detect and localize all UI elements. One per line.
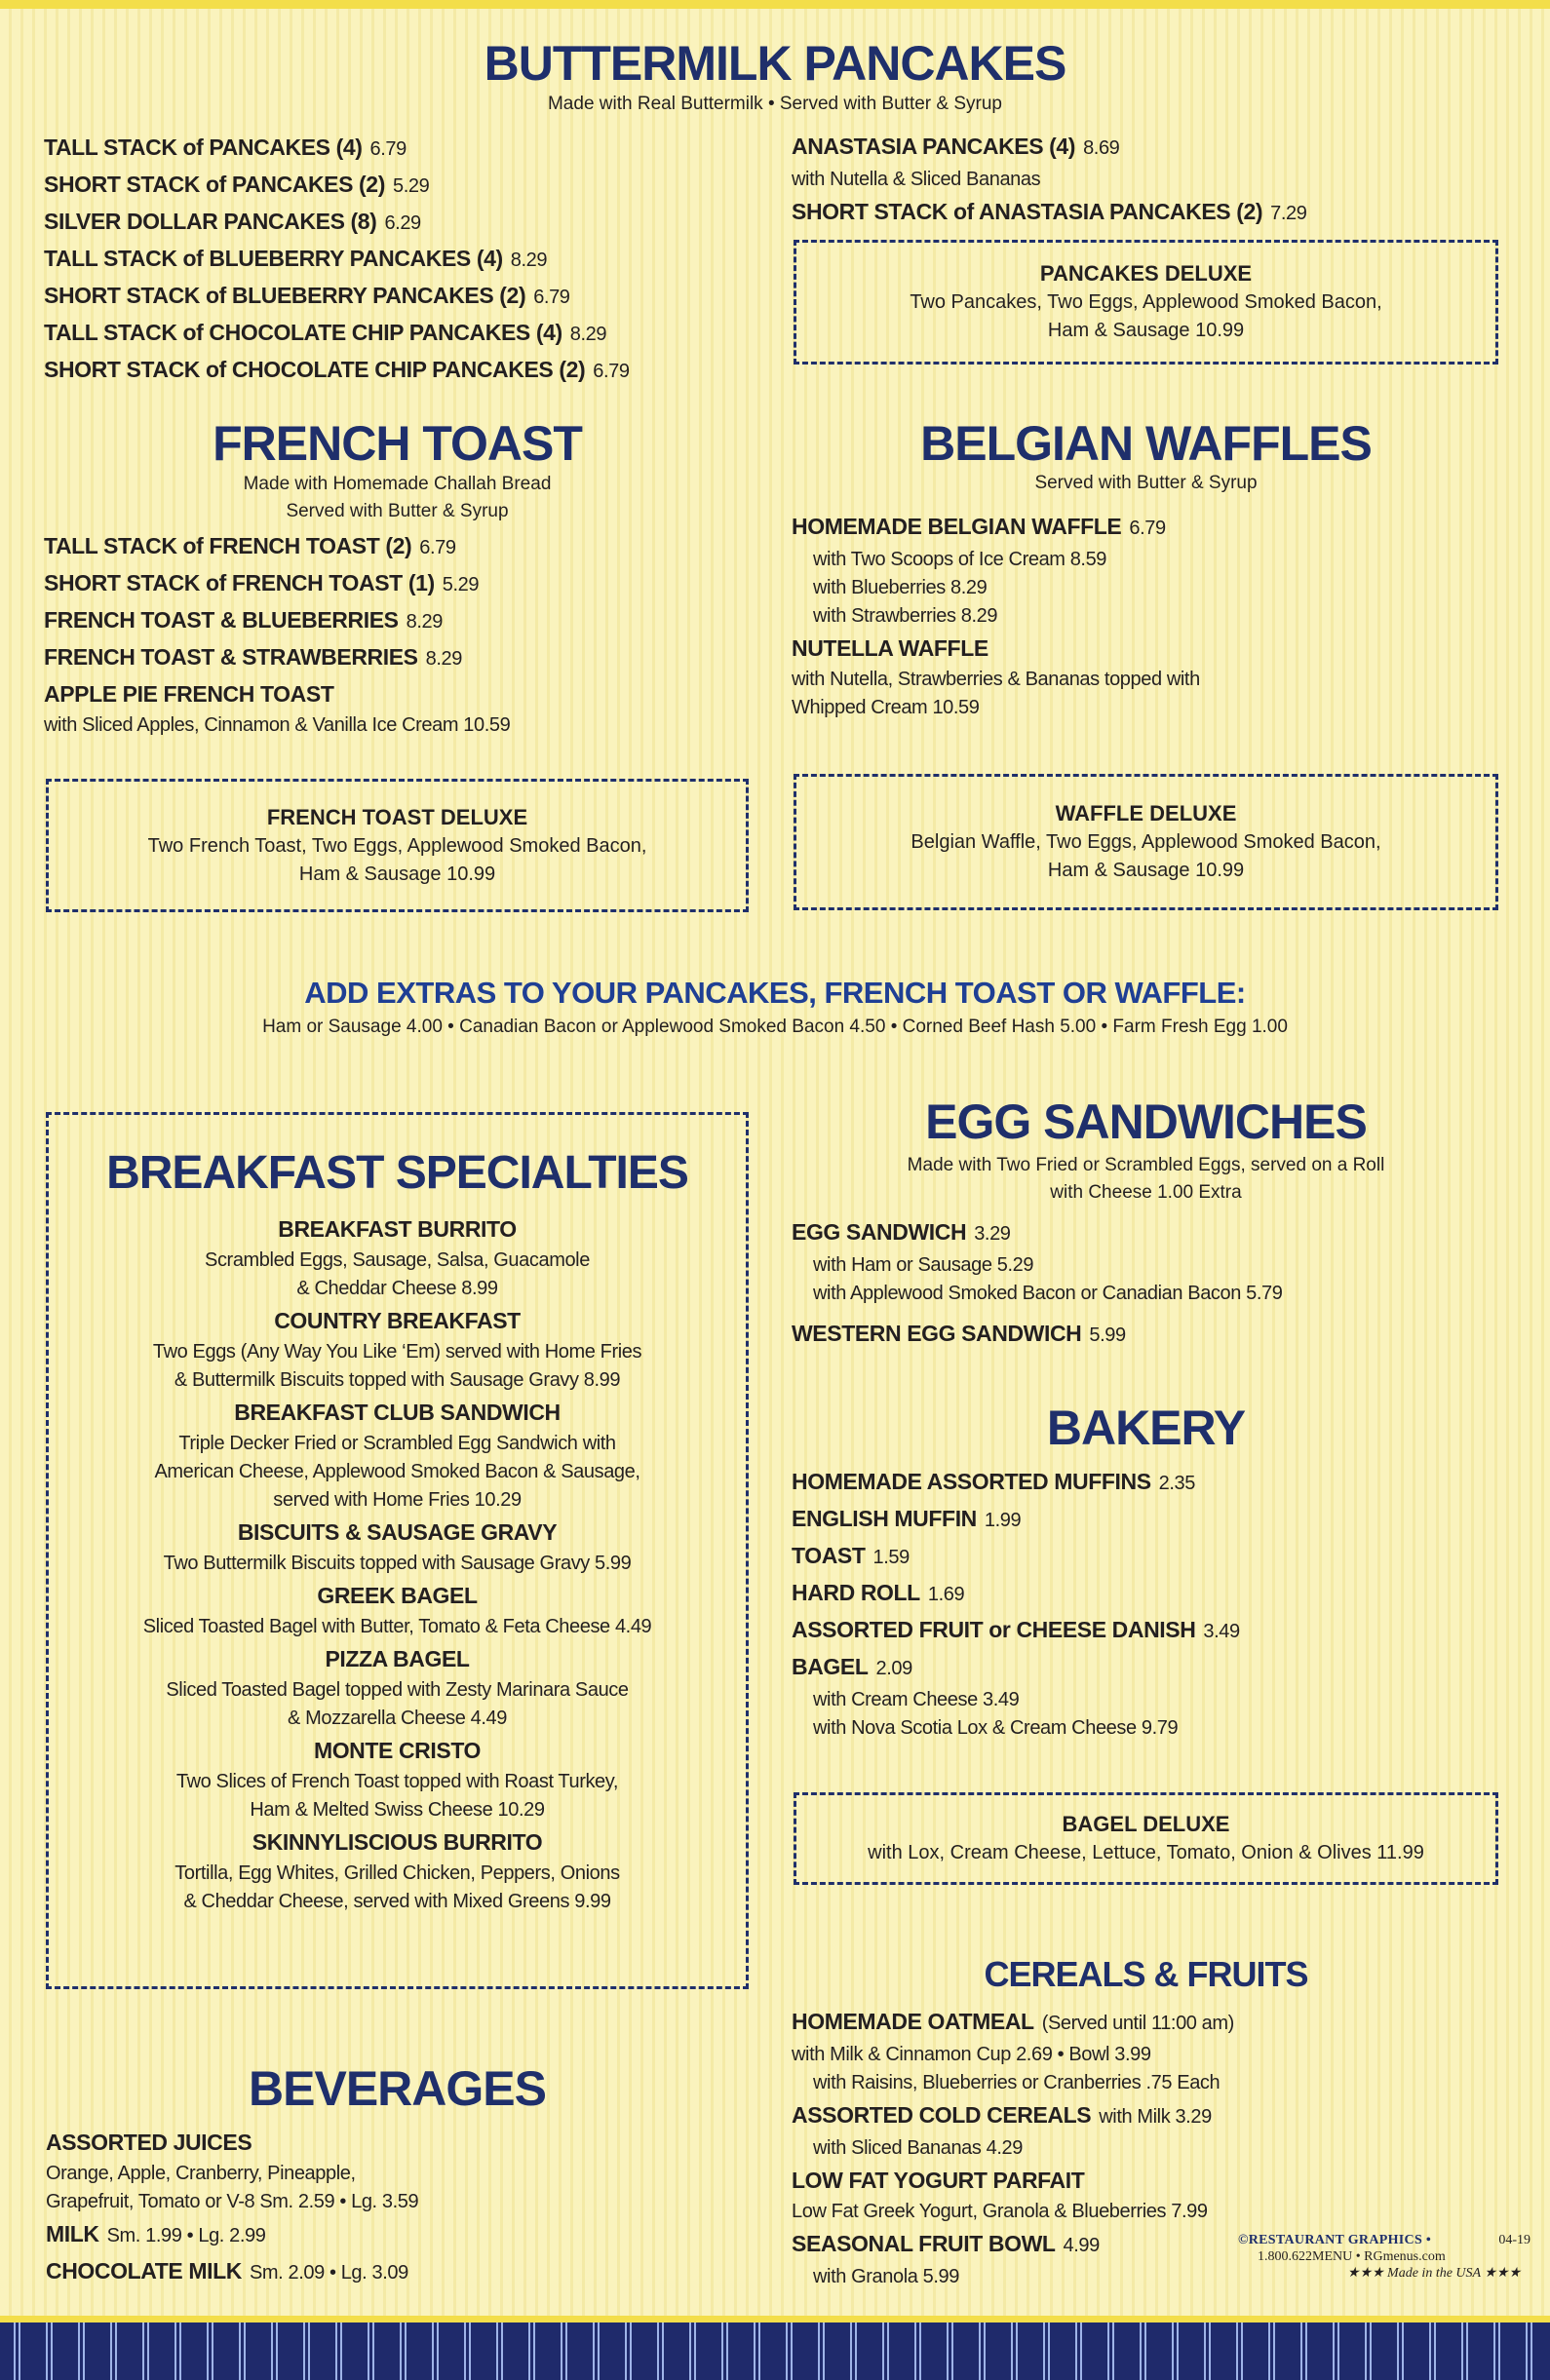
menu-item-description: & Mozzarella Cheese 4.49 bbox=[288, 1708, 507, 1729]
menu-item bbox=[46, 1303, 749, 1338]
menu-item-price: 7.29 bbox=[1270, 203, 1307, 224]
menu-item-description: & Cheddar Cheese, served with Mixed Greens 9.99 bbox=[183, 1891, 611, 1912]
menu-item-description: Two Slices of French Toast topped with Roast Turkey, bbox=[175, 1771, 619, 1792]
menu-item bbox=[792, 2097, 1234, 2134]
deluxe-description: with Lox, Cream Cheese, Lettuce, Tomato, Onion & Olives 11.99 bbox=[868, 1842, 1424, 1863]
menu-item bbox=[792, 1214, 1282, 1251]
restaurant-graphics-logo bbox=[1238, 2232, 1531, 2282]
logo-top-row bbox=[1238, 2232, 1531, 2248]
menu-item-description: Grapefruit, Tomato or V-8 Sm. 2.59 • Lg. 3.59 bbox=[46, 2191, 419, 2212]
menu-item bbox=[44, 204, 630, 241]
menu-item-price: 8.29 bbox=[510, 250, 548, 271]
menu-item-name: TOAST bbox=[792, 1543, 866, 1568]
menu-item bbox=[44, 528, 510, 565]
menu-item bbox=[44, 676, 510, 711]
menu-item-description: Two Buttermilk Biscuits topped with Sausage Gravy 5.99 bbox=[163, 1553, 632, 1574]
waffles-list bbox=[792, 509, 1200, 722]
menu-item-name: TALL STACK of BLUEBERRY PANCAKES (4) bbox=[44, 246, 503, 271]
menu-item-name: WESTERN EGG SANDWICH bbox=[792, 1321, 1082, 1346]
menu-item-price: 6.79 bbox=[369, 138, 407, 160]
menu-item-name: BREAKFAST CLUB SANDWICH bbox=[234, 1400, 561, 1425]
menu-item bbox=[44, 352, 630, 389]
menu-item-name: PIZZA BAGEL bbox=[325, 1646, 470, 1671]
beverages-title: BEVERAGES bbox=[249, 2061, 546, 2116]
french-toast-list bbox=[44, 528, 510, 740]
menu-item-name: ENGLISH MUFFIN bbox=[792, 1506, 977, 1531]
menu-item bbox=[46, 2216, 418, 2253]
menu-item-price: 5.99 bbox=[1089, 1324, 1126, 1346]
menu-item bbox=[44, 130, 630, 167]
cereals-title: CEREALS & FRUITS bbox=[984, 1954, 1308, 1994]
menu-item-option: with Strawberries 8.29 bbox=[813, 605, 998, 627]
menu-item bbox=[44, 167, 630, 204]
egg-sandwiches-list bbox=[792, 1214, 1282, 1353]
menu-item-price: 4.99 bbox=[1063, 2235, 1100, 2256]
menu-item-price: 6.79 bbox=[1129, 518, 1166, 539]
menu-item bbox=[46, 1578, 749, 1613]
menu-item-description: with Milk & Cinnamon Cup 2.69 • Bowl 3.99 bbox=[792, 2044, 1151, 2065]
deluxe-description: Two Pancakes, Two Eggs, Applewood Smoked Bacon, bbox=[910, 291, 1382, 313]
top-border bbox=[0, 0, 1550, 9]
deluxe-description: Ham & Sausage 10.99 bbox=[1047, 320, 1245, 341]
french-toast-title: FRENCH TOAST bbox=[213, 416, 582, 471]
deluxe-description: Belgian Waffle, Two Eggs, Applewood Smoked Bacon, bbox=[911, 831, 1381, 853]
menu-item-name: COUNTRY BREAKFAST bbox=[274, 1308, 521, 1333]
menu-item-description: & Cheddar Cheese 8.99 bbox=[296, 1278, 498, 1299]
menu-item-name: HARD ROLL bbox=[792, 1580, 920, 1605]
menu-item-name: TALL STACK of FRENCH TOAST (2) bbox=[44, 533, 412, 558]
deluxe-title: PANCAKES DELUXE bbox=[1039, 261, 1253, 286]
anastasia-list bbox=[792, 129, 1306, 231]
menu-item-name: LOW FAT YOGURT PARFAIT bbox=[792, 2168, 1085, 2193]
menu-item-price: 1.69 bbox=[927, 1584, 965, 1605]
menu-item bbox=[792, 129, 1306, 166]
menu-item-description: Triple Decker Fried or Scrambled Egg Sandwich with bbox=[178, 1433, 616, 1454]
menu-item-price: (Served until 11:00 am) bbox=[1041, 2013, 1234, 2034]
menu-item-name: BAGEL bbox=[792, 1654, 869, 1679]
subtitle-line: Made with Homemade Challah Bread bbox=[243, 474, 552, 494]
menu-item-name: MONTE CRISTO bbox=[313, 1738, 482, 1763]
menu-item-price: 6.79 bbox=[533, 287, 570, 308]
menu-item-price: Sm. 2.09 • Lg. 3.09 bbox=[249, 2262, 408, 2284]
menu-item-name: ASSORTED COLD CEREALS bbox=[792, 2102, 1092, 2128]
menu-item-description: Low Fat Greek Yogurt, Granola & Blueberries 7.99 bbox=[792, 2201, 1208, 2222]
menu-item bbox=[46, 1641, 749, 1676]
menu-item bbox=[792, 1501, 1240, 1538]
menu-item bbox=[792, 1575, 1240, 1612]
deluxe-title: BAGEL DELUXE bbox=[1062, 1812, 1230, 1836]
menu-item-price: 8.69 bbox=[1083, 137, 1120, 159]
menu-item-option: with Raisins, Blueberries or Cranberries .75 Each bbox=[813, 2072, 1221, 2093]
menu-item-name: HOMEMADE OATMEAL bbox=[792, 2009, 1034, 2034]
waffles-title: BELGIAN WAFFLES bbox=[920, 416, 1372, 471]
menu-item-name: NUTELLA WAFFLE bbox=[792, 635, 988, 661]
menu-item bbox=[44, 315, 630, 352]
menu-item bbox=[792, 631, 1200, 666]
deluxe-description: Ham & Sausage 10.99 bbox=[298, 863, 496, 885]
menu-item-name: SHORT STACK of BLUEBERRY PANCAKES (2) bbox=[44, 283, 526, 308]
menu-item bbox=[46, 1515, 749, 1550]
menu-item-price: 6.79 bbox=[419, 537, 456, 558]
menu-item-name: FRENCH TOAST & STRAWBERRIES bbox=[44, 644, 418, 670]
menu-item-price: 5.29 bbox=[442, 574, 480, 595]
menu-item-price: 1.99 bbox=[984, 1510, 1022, 1531]
menu-item-name: HOMEMADE ASSORTED MUFFINS bbox=[792, 1469, 1151, 1494]
menu-item-price: 8.29 bbox=[425, 648, 462, 670]
logo-code: 04-19 bbox=[1498, 2233, 1531, 2247]
subtitle-line: Made with Two Fried or Scrambled Eggs, served on a Roll bbox=[907, 1155, 1385, 1175]
menu-item bbox=[44, 639, 510, 676]
menu-item-price: 3.29 bbox=[974, 1223, 1011, 1245]
menu-item bbox=[46, 2125, 418, 2160]
menu-item-option: with Cream Cheese 3.49 bbox=[813, 1689, 1020, 1710]
menu-item bbox=[46, 2253, 418, 2290]
menu-item-option: with Applewood Smoked Bacon or Canadian Bacon 5.79 bbox=[813, 1283, 1283, 1304]
menu-item-price: 6.29 bbox=[384, 212, 421, 234]
logo-brand: ©RESTAURANT GRAPHICS • bbox=[1238, 2233, 1432, 2247]
menu-item-price: 2.35 bbox=[1158, 1473, 1195, 1494]
menu-item-price: Sm. 1.99 • Lg. 2.99 bbox=[106, 2225, 266, 2246]
menu-item-description: American Cheese, Applewood Smoked Bacon & Sausage, bbox=[154, 1461, 640, 1482]
pancakes-deluxe-box bbox=[794, 240, 1498, 365]
menu-item bbox=[792, 509, 1200, 546]
specialties-list bbox=[46, 1211, 749, 1916]
menu-item-name: SEASONAL FRUIT BOWL bbox=[792, 2231, 1056, 2256]
menu-item-option: with Blueberries 8.29 bbox=[813, 577, 988, 598]
menu-item-price: 6.79 bbox=[593, 361, 630, 382]
menu-item-name: SILVER DOLLAR PANCAKES (8) bbox=[44, 209, 377, 234]
menu-item-description: Sliced Toasted Bagel topped with Zesty Marinara Sauce bbox=[166, 1679, 629, 1701]
extras-title: ADD EXTRAS TO YOUR PANCAKES, FRENCH TOAST OR WAFFLE: bbox=[304, 976, 1246, 1010]
menu-item-description: Whipped Cream 10.59 bbox=[792, 697, 980, 718]
menu-item bbox=[46, 1211, 749, 1247]
menu-item-option: with Sliced Bananas 4.29 bbox=[813, 2137, 1023, 2159]
menu-item-name: SHORT STACK of CHOCOLATE CHIP PANCAKES (2) bbox=[44, 357, 586, 382]
menu-item bbox=[44, 602, 510, 639]
menu-item bbox=[46, 1824, 749, 1860]
menu-item-name: GREEK BAGEL bbox=[317, 1583, 478, 1608]
egg-sandwiches-title: EGG SANDWICHES bbox=[925, 1094, 1367, 1149]
menu-item-description: Orange, Apple, Cranberry, Pineapple, bbox=[46, 2163, 356, 2184]
menu-item bbox=[792, 2226, 1234, 2263]
menu-item bbox=[792, 1464, 1240, 1501]
menu-item bbox=[792, 194, 1306, 231]
menu-item-option: with Ham or Sausage 5.29 bbox=[813, 1254, 1034, 1276]
bottom-stripe-border bbox=[0, 2316, 1550, 2380]
waffle-deluxe-box bbox=[794, 774, 1498, 910]
menu-item-name: TALL STACK of CHOCOLATE CHIP PANCAKES (4) bbox=[44, 320, 562, 345]
menu-item-price: 8.29 bbox=[406, 611, 443, 633]
logo-made-in-usa: ★★★ Made in the USA ★★★ bbox=[1346, 2266, 1521, 2281]
menu-item-price: 2.09 bbox=[875, 1658, 912, 1679]
pancakes-list bbox=[44, 130, 630, 389]
cereals-list bbox=[792, 2004, 1234, 2291]
menu-item-description: Scrambled Eggs, Sausage, Salsa, Guacamole bbox=[205, 1249, 590, 1271]
menu-item-name: SKINNYLISCIOUS BURRITO bbox=[252, 1829, 543, 1855]
specialties-title: BREAKFAST SPECIALTIES bbox=[106, 1147, 688, 1199]
menu-item bbox=[792, 2163, 1234, 2198]
menu-item bbox=[792, 1649, 1240, 1686]
menu-item-name: FRENCH TOAST & BLUEBERRIES bbox=[44, 607, 399, 633]
menu-item-name: SHORT STACK of ANASTASIA PANCAKES (2) bbox=[792, 199, 1263, 224]
menu-item-price: 8.29 bbox=[569, 324, 607, 345]
menu-item bbox=[792, 2004, 1234, 2041]
subtitle-line: with Cheese 1.00 Extra bbox=[1050, 1182, 1242, 1203]
menu-item-name: ASSORTED JUICES bbox=[46, 2130, 252, 2155]
menu-item bbox=[792, 1316, 1282, 1353]
menu-item-price: 1.59 bbox=[872, 1547, 910, 1568]
menu-item bbox=[44, 278, 630, 315]
menu-item-option: with Nova Scotia Lox & Cream Cheese 9.79 bbox=[813, 1717, 1179, 1739]
french-toast-deluxe-box bbox=[46, 779, 749, 912]
deluxe-description: Two French Toast, Two Eggs, Applewood Smoked Bacon, bbox=[147, 834, 647, 857]
menu-item-option: with Granola 5.99 bbox=[813, 2266, 959, 2287]
menu-item bbox=[46, 1733, 749, 1768]
menu-item-name: MILK bbox=[46, 2221, 99, 2246]
menu-item-name: ASSORTED FRUIT or CHEESE DANISH bbox=[792, 1617, 1196, 1642]
menu-item-description: with Nutella & Sliced Bananas bbox=[792, 169, 1041, 190]
menu-item-description: Sliced Toasted Bagel with Butter, Tomato & Feta Cheese 4.49 bbox=[142, 1616, 652, 1637]
menu-item-price: 5.29 bbox=[392, 175, 430, 197]
menu-item bbox=[792, 1612, 1240, 1649]
pancakes-title: BUTTERMILK PANCAKES bbox=[484, 36, 1066, 91]
menu-item-description: Tortilla, Egg Whites, Grilled Chicken, Peppers, Onions bbox=[174, 1862, 620, 1884]
deluxe-title: WAFFLE DELUXE bbox=[1055, 801, 1237, 825]
menu-item bbox=[46, 1395, 749, 1430]
subtitle-line: Served with Butter & Syrup bbox=[286, 501, 509, 521]
menu-item bbox=[44, 565, 510, 602]
menu-item-name: ANASTASIA PANCAKES (4) bbox=[792, 134, 1076, 159]
pancakes-subtitle: Made with Real Buttermilk • Served with Butter & Syrup bbox=[547, 94, 1002, 114]
logo-contact: 1.800.622MENU • RGmenus.com bbox=[1258, 2249, 1446, 2264]
menu-item-option: with Two Scoops of Ice Cream 8.59 bbox=[813, 549, 1107, 570]
menu-item-description: served with Home Fries 10.29 bbox=[273, 1489, 522, 1511]
menu-item-name: SHORT STACK of PANCAKES (2) bbox=[44, 172, 385, 197]
menu-item-name: BISCUITS & SAUSAGE GRAVY bbox=[237, 1519, 558, 1545]
menu-item-price: 3.49 bbox=[1203, 1621, 1240, 1642]
menu-item-description: with Nutella, Strawberries & Bananas topped with bbox=[792, 669, 1200, 690]
menu-item-name: CHOCOLATE MILK bbox=[46, 2258, 242, 2284]
egg-sandwiches-subtitle bbox=[794, 1152, 1498, 1207]
extras-line: Ham or Sausage 4.00 • Canadian Bacon or Applewood Smoked Bacon 4.50 • Corned Beef Hash 5.00 • Farm Fresh Egg 1.00 bbox=[262, 1017, 1288, 1037]
bagel-deluxe-box bbox=[794, 1792, 1498, 1885]
menu-item bbox=[44, 241, 630, 278]
menu-item-description: Two Eggs (Any Way You Like ‘Em) served with Home Fries bbox=[152, 1341, 642, 1363]
bakery-list bbox=[792, 1464, 1240, 1743]
menu-item-description: with Sliced Apples, Cinnamon & Vanilla Ice Cream 10.59 bbox=[44, 714, 511, 736]
menu-item-description: & Buttermilk Biscuits topped with Sausage Gravy 8.99 bbox=[174, 1369, 621, 1391]
bakery-title: BAKERY bbox=[1046, 1401, 1246, 1455]
menu-item-price: with Milk 3.29 bbox=[1099, 2106, 1212, 2128]
menu-item bbox=[792, 1538, 1240, 1575]
waffles-subtitle: Served with Butter & Syrup bbox=[1034, 473, 1258, 493]
beverages-list bbox=[46, 2125, 418, 2290]
menu-item-name: BREAKFAST BURRITO bbox=[278, 1216, 517, 1242]
french-toast-subtitle bbox=[46, 471, 749, 525]
menu-item-name: APPLE PIE FRENCH TOAST bbox=[44, 681, 334, 707]
deluxe-description: Ham & Sausage 10.99 bbox=[1047, 860, 1245, 881]
menu-item-description: Ham & Melted Swiss Cheese 10.29 bbox=[250, 1799, 545, 1821]
deluxe-title: FRENCH TOAST DELUXE bbox=[266, 804, 528, 829]
menu-item-name: TALL STACK of PANCAKES (4) bbox=[44, 134, 363, 160]
menu-item-name: HOMEMADE BELGIAN WAFFLE bbox=[792, 514, 1122, 539]
menu-item-name: EGG SANDWICH bbox=[792, 1219, 967, 1245]
menu-item-name: SHORT STACK of FRENCH TOAST (1) bbox=[44, 570, 435, 595]
